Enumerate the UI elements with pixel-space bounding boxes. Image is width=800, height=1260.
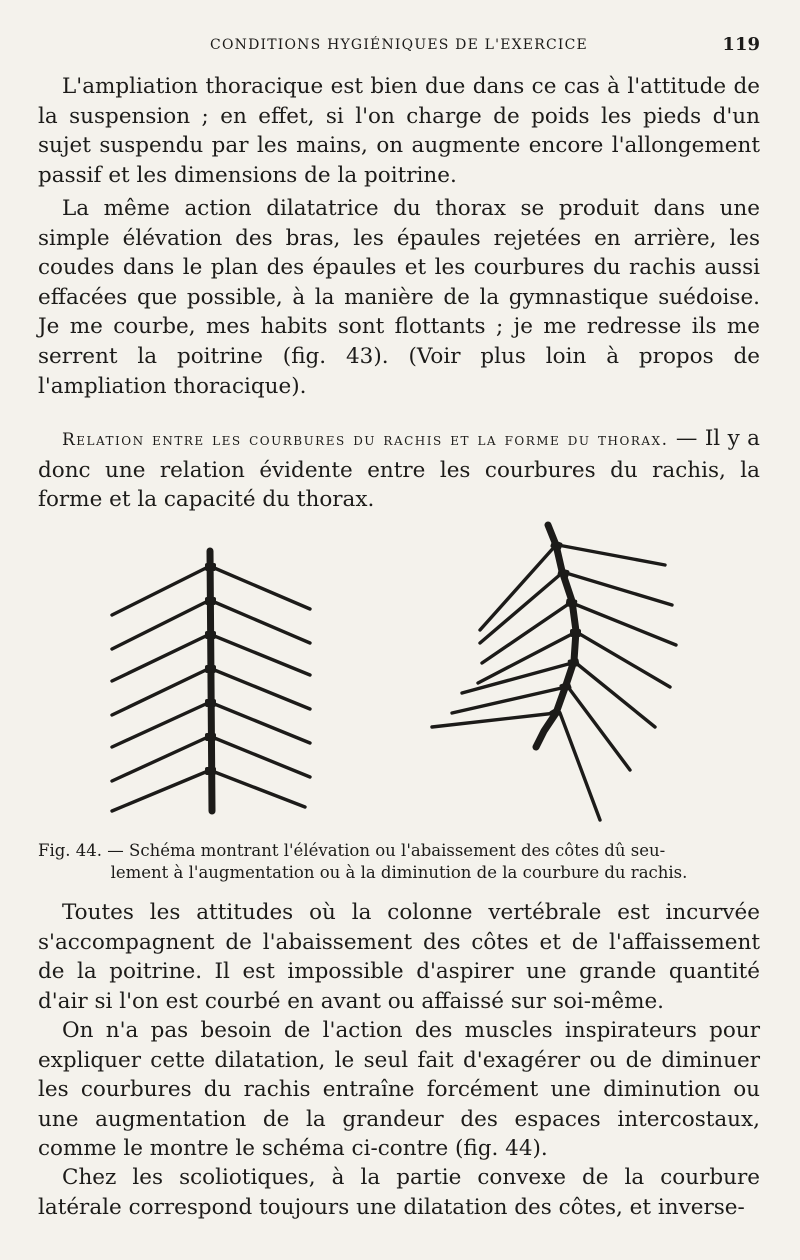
curved-ribs bbox=[432, 545, 676, 820]
paragraph-3: — Il y a donc une relation évidente entre les courbures du rachis, la forme et la capacité du thorax. bbox=[38, 426, 760, 513]
section-paragraph bbox=[38, 424, 760, 515]
page-header bbox=[38, 34, 760, 58]
caption-line-2: lement à l'augmentation ou à la diminution de la courbure du rachis. bbox=[110, 863, 688, 882]
figure-caption bbox=[38, 840, 760, 884]
paragraph-6: Chez les scoliotiques, à la partie convexe de la courbure latérale correspond toujours une dilatation des côtes, et inverse- bbox=[38, 1165, 760, 1220]
curved-spine-schema bbox=[432, 525, 676, 820]
paragraph-2: La même action dilatatrice du thorax se produit dans une simple élévation des bras, les épaules rejetées en arrière, les coudes dans le plan des épaules et les courbures du rachis aussi effacées que possible, à la manière de la gymnastique suédoise. Je me courbe, mes habits sont flottants ; je me redresse ils me serrent la poitrine (fig. 43). (Voir plus loin à propos de l'ampliation thoracique). bbox=[38, 196, 760, 399]
caption-line-1: — Schéma montrant l'élévation ou l'abaissement des côtes dû seu- bbox=[102, 841, 666, 860]
running-title: CONDITIONS HYGIÉNIQUES DE L'EXERCICE bbox=[210, 37, 588, 53]
straight-spine-schema bbox=[112, 551, 310, 811]
paragraph-4: Toutes les attitudes où la colonne vertébrale est incurvée s'accompagnent de l'abaissement des côtes et de l'affaissement de la poitrine. Il est impossible d'aspirer une grande quantité d'air si l'on est courbé en avant ou affaissé sur soi-même. bbox=[38, 900, 760, 1014]
page-number: 119 bbox=[722, 34, 760, 55]
paragraph-1: L'ampliation thoracique est bien due dans ce cas à l'attitude de la suspension ; en effet, si l'on charge de poids les pieds d'un sujet suspendu par les mains, on augmente encore l'allongement passif et les dimensions de la poitrine. bbox=[38, 74, 760, 188]
paragraph-5: On n'a pas besoin de l'action des muscles inspirateurs pour expliquer cette dilatation, le seul fait d'exagérer ou de diminuer les courbures du rachis entraîne forcément une diminution ou une augmentation de la grandeur des espaces intercostaux, comme le montre le schéma ci-contre (fig. 44). bbox=[38, 1018, 760, 1162]
caption-label: Fig. 44. bbox=[38, 841, 103, 860]
figure-44 bbox=[0, 515, 800, 840]
section-title: Relation entre les courbures du rachis et la forme du thorax. bbox=[62, 430, 669, 450]
rib-schema-diagram bbox=[0, 515, 800, 840]
